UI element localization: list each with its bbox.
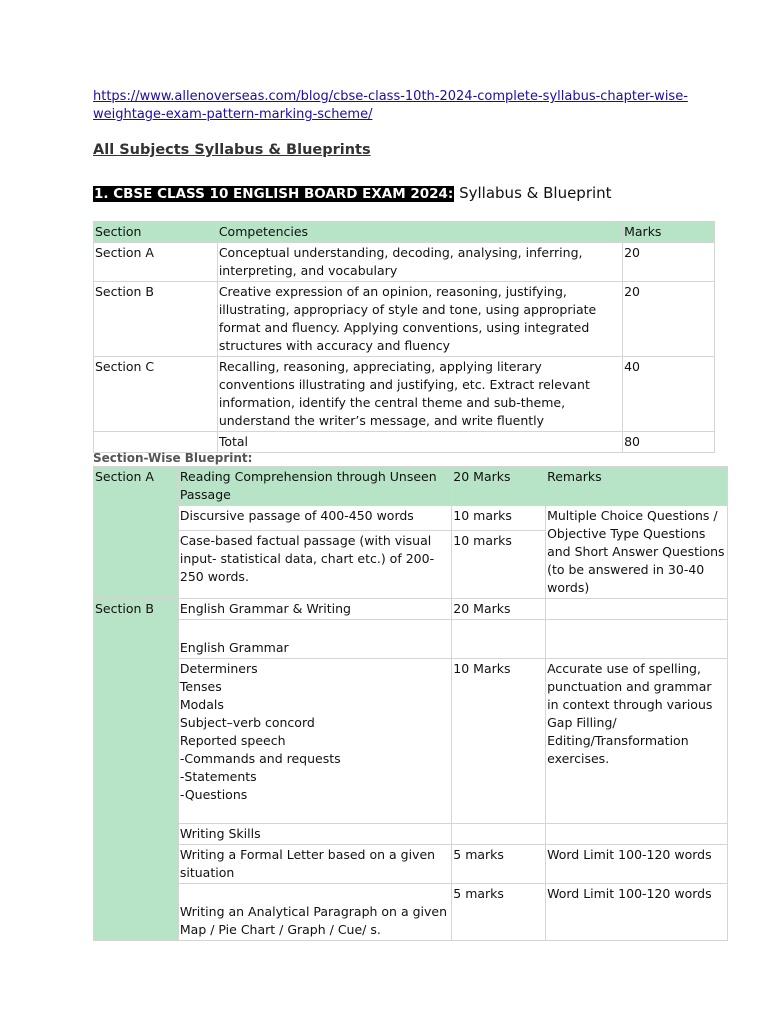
total-marks: 80	[623, 432, 715, 453]
grammar-item: Reported speech	[179, 733, 286, 748]
table-row	[94, 506, 728, 531]
section-cell: Section C	[94, 357, 218, 432]
writing-label: Writing Skills	[178, 824, 451, 845]
topic-cell: Case-based factual passage (with visual input- statistical data, chart etc.) of 200-250 words.	[178, 531, 451, 599]
remarks-cell	[546, 599, 728, 620]
a-marks: 20 Marks	[452, 467, 546, 506]
marks-cell: 10 Marks	[452, 659, 546, 824]
marks-cell: 5 marks	[452, 884, 546, 941]
section-title-rest: Syllabus & Blueprint	[454, 184, 612, 202]
competency-cell: Creative expression of an opinion, reasoning, justifying, illustrating, appropriacy of style and tone, using appropriate format and fluency. Applying conventions, using integrated structures with accuracy and fluency	[217, 282, 622, 357]
table-row-total	[94, 432, 715, 453]
a-topic: Reading Comprehension through Unseen Passage	[178, 467, 451, 506]
competency-table	[93, 221, 715, 453]
grammar-item: -Questions	[179, 787, 248, 802]
section-cell: Section B	[94, 282, 218, 357]
remarks-cell	[546, 620, 728, 659]
table-row	[94, 620, 728, 659]
topic-cell: Writing an Analytical Paragraph on a given Map / Pie Chart / Graph / Cue/ s.	[178, 884, 451, 941]
marks-cell: 20	[623, 282, 715, 357]
table-row	[94, 282, 715, 357]
marks-cell: 5 marks	[452, 845, 546, 884]
blueprint-a-header	[94, 467, 728, 506]
topic-cell: Discursive passage of 400-450 words	[178, 506, 451, 531]
remarks-cell: Multiple Choice Questions / Objective Type Questions and Short Answer Questions (to be answered in 30-40 words)	[546, 506, 728, 599]
section-cell	[94, 432, 218, 453]
section-title-highlight: 1. CBSE CLASS 10 ENGLISH BOARD EXAM 2024:	[94, 186, 454, 202]
competency-cell: Recalling, reasoning, appreciating, applying literary conventions illustrating and justifying, etc. Extract relevant information, identify the central theme and sub-theme, understand the writer’s message, and write fluently	[217, 357, 622, 432]
blueprint-b-header	[94, 599, 728, 620]
total-label: Total	[217, 432, 622, 453]
b-marks: 20 Marks	[452, 599, 546, 620]
grammar-label: English Grammar	[178, 620, 451, 659]
remarks-cell: Word Limit 100-120 words	[546, 884, 728, 941]
topic-cell: Writing a Formal Letter based on a given situation	[178, 845, 451, 884]
table-row	[94, 884, 728, 941]
section-a-cell: Section A	[94, 467, 179, 599]
competency-header-row	[94, 222, 715, 243]
table-row	[94, 243, 715, 282]
grammar-item: -Statements	[179, 769, 257, 784]
marks-cell	[452, 824, 546, 845]
marks-cell	[452, 620, 546, 659]
b-topic: English Grammar & Writing	[178, 599, 451, 620]
header-section: Section	[94, 222, 218, 243]
section-b-cell: Section B	[94, 599, 179, 941]
competency-cell: Conceptual understanding, decoding, analysing, inferring, interpreting, and vocabulary	[217, 243, 622, 282]
grammar-item: -Commands and requests	[179, 751, 341, 766]
marks-cell: 40	[623, 357, 715, 432]
header-competencies: Competencies	[217, 222, 622, 243]
remarks-cell	[546, 824, 728, 845]
remarks-cell: Accurate use of spelling, punctuation and grammar in context through various Gap Filling/ Editing/Transformation exercises.	[546, 659, 728, 824]
page-heading: All Subjects Syllabus & Blueprints	[93, 142, 371, 158]
grammar-item: Subject–verb concord	[179, 715, 315, 730]
marks-cell: 10 marks	[452, 506, 546, 531]
grammar-items	[178, 659, 451, 824]
section-cell: Section A	[94, 243, 218, 282]
table-row	[94, 824, 728, 845]
marks-cell: 20	[623, 243, 715, 282]
remarks-header: Remarks	[546, 467, 728, 506]
blueprint-table	[93, 466, 728, 941]
marks-cell: 10 marks	[452, 531, 546, 599]
grammar-item: Tenses	[179, 679, 222, 694]
remarks-cell: Word Limit 100-120 words	[546, 845, 728, 884]
grammar-item: Modals	[179, 697, 224, 712]
table-row	[94, 845, 728, 884]
source-link[interactable]: https://www.allenoverseas.com/blog/cbse-class-10th-2024-complete-syllabus-chapter-wise-weightage-exam-pattern-marking-scheme/	[93, 89, 688, 122]
blueprint-title: Section-Wise Blueprint:	[93, 451, 253, 465]
grammar-item: Determiners	[179, 661, 258, 676]
table-row	[94, 357, 715, 432]
section-title	[93, 183, 612, 204]
header-marks: Marks	[623, 222, 715, 243]
table-row	[94, 659, 728, 824]
